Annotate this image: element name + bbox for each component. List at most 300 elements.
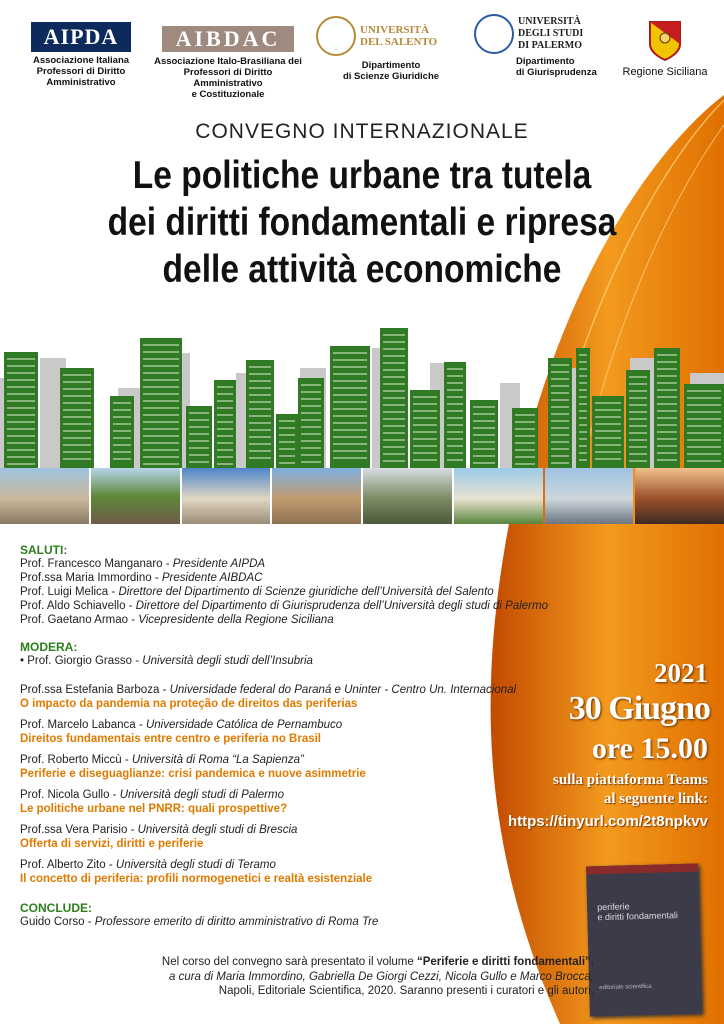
skyline-window-row [595,416,621,418]
skyline-window-row [113,409,131,411]
skyline-window-row [249,457,271,459]
skyline-window-row [687,390,721,392]
skyline-window-row [657,368,677,370]
skyline-window-row [143,351,179,353]
skyline-window-row [279,441,295,443]
skyline-window-row [551,385,569,387]
skyline-window-row [301,391,321,393]
skyline-window-row [383,397,405,399]
skyline-window-row [413,431,437,433]
talk-title: Offerta di servizi, diritti e periferie [20,838,204,850]
skyline-window-row [383,460,405,462]
skyline-window-row [301,405,321,407]
skyline-window-row [595,458,621,460]
skyline-window-row [595,423,621,425]
skyline-window-row [301,454,321,456]
aibdac-wordmark: AIBDAC [162,26,294,52]
skyline-window-row [551,371,569,373]
page-title [68,152,656,293]
skyline-window-row [657,361,677,363]
skyline-window-row [551,413,569,415]
skyline-window-row [249,422,271,424]
skyline-window-row [63,444,91,446]
skyline-window-row [333,401,367,403]
skyline-window-row [551,441,569,443]
skyline-window-row [249,415,271,417]
skyline-window-row [249,408,271,410]
skyline-window-row [7,463,35,465]
skyline-window-row [63,402,91,404]
skyline-window-row [579,424,587,426]
skyline-building [576,348,590,468]
skyline-window-row [447,445,463,447]
skyline-window-row [447,410,463,412]
skyline-window-row [687,446,721,448]
skyline-window-row [189,433,209,435]
skyline-window-row [515,421,535,423]
teams-link[interactable]: https://tinyurl.com/2t8npkvv [507,813,708,830]
skyline-window-row [383,411,405,413]
footer-line-3: Napoli, Editoriale Scientifica, 2020. Saranno presenti i curatori e gli autori. [218,985,594,997]
skyline-window-row [687,404,721,406]
skyline-window-row [447,452,463,454]
skyline-window-row [629,432,647,434]
speaker-line: Prof. Nicola Gullo - Università degli studi di Palermo [20,789,284,801]
skyline-window-row [301,433,321,435]
skyline-window-row [301,461,321,463]
skyline-window-row [113,402,131,404]
skyline-window-row [7,421,35,423]
skyline-window-row [279,448,295,450]
skyline-window-row [595,402,621,404]
skyline-window-row [333,408,367,410]
palermo-caption-1: Dipartimento [516,56,575,67]
building-photo [272,468,361,524]
skyline-window-row [143,428,179,430]
building-photo [545,468,634,524]
speaker-line: Prof.ssa Vera Parisio - Università degli studi di Brescia [20,824,298,836]
skyline-window-row [447,382,463,384]
platform-line-2: al seguente link: [603,791,708,807]
event-kicker: CONVEGNO INTERNAZIONALE [195,120,529,143]
skyline-window-row [579,459,587,461]
building-photo [363,468,452,524]
skyline-window-row [687,397,721,399]
skyline-window-row [189,440,209,442]
seal-icon [316,16,356,56]
skyline-window-row [217,435,233,437]
skyline-window-row [579,389,587,391]
skyline-window-row [217,386,233,388]
skyline-building [330,346,370,468]
skyline-window-row [657,354,677,356]
speaker-line: Prof. Alberto Zito - Università degli studi di Teramo [20,859,276,871]
skyline-window-row [301,412,321,414]
aipda-wordmark: AIPDA [31,22,131,52]
skyline-window-row [189,426,209,428]
skyline-window-row [279,434,295,436]
skyline-window-row [143,358,179,360]
skyline-window-row [143,456,179,458]
skyline-window-row [279,462,295,464]
skyline-window-row [657,459,677,461]
event-date: 30 Giugno [568,690,710,727]
saluti-item: Prof.ssa Maria Immordino - Presidente AIBDAC [20,572,263,584]
aipda-caption-2: Professori di Diritto [36,66,126,77]
skyline-window-row [657,375,677,377]
concluding-speaker: Guido Corso - Professore emerito di diritto amministrativo di Roma Tre [20,916,379,928]
skyline-window-row [301,384,321,386]
skyline-window-row [595,451,621,453]
skyline-window-row [143,442,179,444]
skyline-window-row [383,334,405,336]
skyline-window-row [551,462,569,464]
skyline-window-row [657,417,677,419]
skyline-window-row [143,407,179,409]
skyline-window-row [217,442,233,444]
skyline-window-row [595,437,621,439]
skyline-window-row [7,428,35,430]
building-photo [91,468,180,524]
speaker-line: Prof. Roberto Miccù - Università di Roma “La Sapienza” [20,754,304,766]
aipda-caption-1: Associazione Italiana [32,55,130,66]
skyline-window-row [383,362,405,364]
skyline-window-row [7,379,35,381]
skyline-window-row [687,418,721,420]
skyline-window-row [7,358,35,360]
skyline-window-row [143,379,179,381]
skyline-window-row [7,456,35,458]
skyline-window-row [143,400,179,402]
skyline-window-row [143,463,179,465]
skyline-window-row [189,461,209,463]
skyline-window-row [217,456,233,458]
skyline-window-row [515,463,535,465]
skyline-window-row [629,397,647,399]
saluti-item: Prof. Luigi Melica - Direttore del Dipartimento di Scienze giuridiche dell’Università del Salento [20,586,494,598]
building-photo [635,468,724,524]
skyline-window-row [7,407,35,409]
skyline-window-row [301,419,321,421]
skyline-window-row [279,427,295,429]
skyline-window-row [551,427,569,429]
skyline-window-row [279,420,295,422]
regione-caption: Regione Siciliana [622,66,708,78]
skyline-window-row [413,396,437,398]
book-cover [586,864,702,1017]
skyline-window-row [333,422,367,424]
skyline-window-row [473,413,495,415]
skyline-building [654,348,680,468]
skyline-window-row [687,439,721,441]
skyline-window-row [333,394,367,396]
skyline-window-row [657,424,677,426]
skyline-window-row [383,425,405,427]
platform-line-1: sulla piattaforma Teams [552,772,708,788]
skyline-window-row [447,396,463,398]
skyline-window-row [687,432,721,434]
skyline-window-row [301,447,321,449]
skyline-building [512,408,538,468]
skyline-window-row [249,373,271,375]
skyline-window-row [189,419,209,421]
skyline-window-row [657,410,677,412]
skyline-window-row [63,423,91,425]
skyline-window-row [143,435,179,437]
city-skyline-illustration [0,318,724,468]
skyline-window-row [249,436,271,438]
skyline-window-row [143,421,179,423]
speaker-line: Prof.ssa Estefania Barboza - Universidade federal do Paraná e Uninter - Centro Un. Internacional [20,684,517,696]
skyline-window-row [657,403,677,405]
saluti-heading: SALUTI: [20,543,68,557]
skyline-window-row [687,411,721,413]
skyline-window-row [413,445,437,447]
skyline-window-row [447,417,463,419]
skyline-window-row [551,399,569,401]
speaker-line: Prof. Marcelo Labanca - Universidade Católica de Pernambuco [20,719,343,731]
skyline-building [186,406,212,468]
building-photo [0,468,89,524]
skyline-window-row [7,372,35,374]
skyline-window-row [447,424,463,426]
skyline-window-row [333,457,367,459]
skyline-window-row [113,444,131,446]
skyline-window-row [333,436,367,438]
skyline-window-row [629,425,647,427]
skyline-window-row [515,449,535,451]
skyline-window-row [595,430,621,432]
skyline-window-row [629,404,647,406]
skyline-window-row [447,389,463,391]
skyline-window-row [63,381,91,383]
skyline-window-row [383,376,405,378]
palermo-caption-2: di Giurisprudenza [516,67,597,78]
talk-title: Direitos fundamentais entre centro e periferia no Brasil [20,733,321,745]
seal-icon [474,14,514,54]
book-title-1: periferie [596,901,630,913]
skyline-window-row [579,410,587,412]
skyline-window-row [629,411,647,413]
skyline-window-row [629,439,647,441]
skyline-window-row [579,445,587,447]
palermo-name-2: DEGLI STUDI [518,28,584,39]
unisalento-logo [316,16,466,82]
skyline-window-row [383,453,405,455]
skyline-window-row [249,401,271,403]
aipda-caption-3: Amministrativo [46,77,116,88]
skyline-window-row [113,451,131,453]
skyline-window-row [579,396,587,398]
salento-caption-2: di Scienze Giuridiche [342,71,440,82]
skyline-window-row [249,380,271,382]
aibdac-logo [148,26,308,100]
skyline-window-row [333,359,367,361]
skyline-window-row [447,368,463,370]
skyline-window-row [217,449,233,451]
skyline-window-row [7,435,35,437]
skyline-window-row [301,398,321,400]
skyline-building [140,338,182,468]
title-line-2: dei diritti fondamentali e ripresa [107,201,617,244]
skyline-window-row [249,394,271,396]
skyline-window-row [333,352,367,354]
skyline-window-row [551,448,569,450]
skyline-window-row [515,435,535,437]
skyline-window-row [217,463,233,465]
skyline-window-row [383,432,405,434]
skyline-window-row [383,341,405,343]
skyline-window-row [579,403,587,405]
aibdac-caption-3: e Costituzionale [191,89,265,100]
skyline-window-row [447,438,463,440]
skyline-window-row [657,452,677,454]
skyline-window-row [7,386,35,388]
skyline-window-row [579,431,587,433]
palermo-name-3: DI PALERMO [518,40,582,51]
skyline-window-row [249,450,271,452]
skyline-window-row [473,441,495,443]
skyline-window-row [473,455,495,457]
trinacria-shield-icon [648,20,682,62]
aibdac-caption-1: Associazione Italo-Brasiliana dei [154,56,302,67]
skyline-window-row [657,396,677,398]
talk-title: Il concetto di periferia: profili normogenetici e realtà esistenziale [20,873,373,885]
skyline-window-row [7,365,35,367]
skyline-window-row [473,406,495,408]
skyline-window-row [189,454,209,456]
skyline-window-row [249,366,271,368]
skyline-window-row [551,455,569,457]
moderator: • Prof. Giorgio Grasso - Università degli studi dell’Insubria [20,655,313,667]
skyline-window-row [63,409,91,411]
skyline-window-row [629,418,647,420]
skyline-window-row [413,424,437,426]
skyline-window-row [551,392,569,394]
skyline-window-row [657,382,677,384]
skyline-window-row [63,395,91,397]
skyline-window-row [579,382,587,384]
skyline-window-row [551,434,569,436]
skyline-window-row [7,393,35,395]
skyline-window-row [515,428,535,430]
skyline-window-row [143,344,179,346]
skyline-window-row [413,459,437,461]
talk-title: O impacto da pandemia na proteção de direitos das periferias [20,698,358,710]
skyline-window-row [143,393,179,395]
skyline-window-row [657,431,677,433]
skyline-window-row [579,354,587,356]
modera-heading: MODERA: [20,640,78,654]
skyline-window-row [551,406,569,408]
skyline-window-row [413,452,437,454]
skyline-window-row [7,414,35,416]
saluti-item: Prof. Francesco Manganaro - Presidente AIPDA [20,558,266,570]
skyline-window-row [687,425,721,427]
skyline-window-row [333,443,367,445]
skyline-window-row [383,418,405,420]
skyline-window-row [579,375,587,377]
skyline-window-row [447,375,463,377]
book-presentation-note [130,955,594,999]
aipda-logo [22,22,140,88]
skyline-window-row [551,364,569,366]
skyline-window-row [383,369,405,371]
skyline-window-row [217,428,233,430]
talk-title: Periferie e diseguaglianze: crisi pandemica e nuove asimmetrie [20,768,366,780]
skyline-window-row [579,368,587,370]
skyline-window-row [657,438,677,440]
palermo-name-1: UNIVERSITÀ [518,16,581,27]
unipa-logo [474,14,604,78]
skyline-window-row [217,407,233,409]
salento-caption-1: Dipartimento [361,60,421,71]
skyline-window-row [383,439,405,441]
building-photo-strip [0,468,724,524]
skyline-window-row [143,386,179,388]
skyline-window-row [113,430,131,432]
salento-name-2: DEL SALENTO [360,36,438,48]
skyline-window-row [217,421,233,423]
skyline-window-row [629,453,647,455]
skyline-window-row [687,460,721,462]
title-line-1: Le politiche urbane tra tutela [132,154,592,197]
book-title-2: e diritti fondamentali [597,910,679,923]
skyline-window-row [413,438,437,440]
skyline-window-row [333,373,367,375]
skyline-window-row [333,366,367,368]
skyline-window-row [413,403,437,405]
skyline-window-row [63,451,91,453]
skyline-window-row [143,365,179,367]
skyline-window-row [551,420,569,422]
skyline-window-row [473,427,495,429]
footer-line-2: a cura di Maria Immordino, Gabriella De Giorgi Cezzi, Nicola Gullo e Marco Brocca, [168,970,594,983]
skyline-window-row [579,417,587,419]
title-line-3: delle attività economiche [162,248,562,291]
skyline-window-row [143,414,179,416]
skyline-window-row [515,442,535,444]
skyline-window-row [447,459,463,461]
book-publisher: editoriale scientifica [599,983,652,992]
skyline-window-row [657,389,677,391]
skyline-window-row [383,383,405,385]
footer-line-1: Nel corso del convegno sarà presentato il volume “Periferie e diritti fondamentali”, [161,956,594,968]
conclude-heading: CONCLUDE: [20,901,92,915]
talk-title: Le politiche urbane nel PNRR: quali prospettive? [20,803,288,815]
skyline-window-row [595,444,621,446]
skyline-window-row [579,452,587,454]
skyline-window-row [301,440,321,442]
skyline-window-row [413,417,437,419]
skyline-window-row [63,437,91,439]
skyline-window-row [595,409,621,411]
skyline-window-row [383,355,405,357]
skyline-window-row [473,448,495,450]
skyline-window-row [63,416,91,418]
skyline-window-row [63,458,91,460]
skyline-window-row [113,416,131,418]
skyline-window-row [629,446,647,448]
skyline-window-row [333,387,367,389]
skyline-window-row [217,393,233,395]
aibdac-caption-2: Professori di Diritto Amministrativo [183,67,273,89]
skyline-window-row [249,443,271,445]
event-year: 2021 [654,658,708,688]
skyline-window-row [447,403,463,405]
skyline-window-row [333,450,367,452]
skyline-window-row [333,429,367,431]
